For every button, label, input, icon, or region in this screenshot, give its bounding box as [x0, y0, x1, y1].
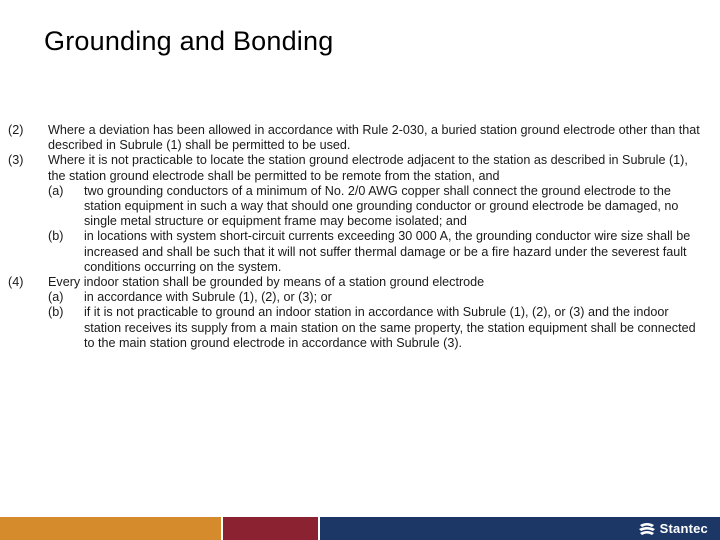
stantec-logo-icon — [637, 521, 657, 537]
rule-4-item-a — [48, 290, 708, 305]
slide-title: Grounding and Bonding — [44, 26, 334, 56]
item-letter: (a) — [48, 183, 64, 198]
rule-number: (2) — [8, 123, 24, 137]
stantec-logo — [637, 520, 708, 537]
footer-bar — [0, 517, 720, 540]
rule-3-item-b — [48, 229, 708, 275]
footer-navy-segment — [320, 517, 720, 540]
rule-text: Every indoor station shall be grounded by means of a station ground electrode — [48, 275, 485, 290]
item-text: if it is not practicable to ground an indoor station in accordance with Subrule (1), (2), or (3) and the indoor station receives its supply from a main station on the same property, the station equipment shall be connected to the main station ground electrode in accordance with Subrule (3). — [84, 305, 696, 350]
rule-3-item-a — [48, 184, 708, 230]
rule-text: Where it is not practicable to locate the station ground electrode adjacent to the station as described in Subrule (1), the station ground electrode shall be permitted to be remote from the station, and — [48, 153, 688, 183]
item-letter: (b) — [48, 229, 64, 244]
item-letter: (a) — [48, 290, 64, 305]
item-text: two grounding conductors of a minimum of No. 2/0 AWG copper shall connect the ground electrode to the station equipment in such a way that should one grounding conductor or ground electrode be damaged, no single metal structure or equipment frame may become isolated; and — [84, 183, 679, 229]
rule-number: (4) — [8, 275, 24, 290]
code-excerpt — [8, 123, 708, 351]
rule-4-item-b — [48, 305, 708, 351]
footer-orange-segment — [0, 517, 221, 540]
rule-2 — [8, 123, 708, 153]
rule-text: Where a deviation has been allowed in accordance with Rule 2-030, a buried station ground electrode other than that described in Subrule (1) shall be permitted to be used. — [48, 123, 700, 153]
stantec-logo-text: Stantec — [659, 521, 708, 536]
item-text: in locations with system short-circuit currents exceeding 30 000 A, the grounding conductor wire size shall be increased and shall be such that it will not suffer thermal damage or be a fire hazard under the severest fault conditions occurring on the system. — [84, 229, 691, 274]
rule-4 — [8, 275, 708, 351]
rule-3 — [8, 153, 708, 275]
item-letter: (b) — [48, 305, 64, 320]
rule-number: (3) — [8, 153, 24, 168]
footer-red-segment — [223, 517, 318, 540]
item-text: in accordance with Subrule (1), (2), or (3); or — [84, 290, 332, 305]
